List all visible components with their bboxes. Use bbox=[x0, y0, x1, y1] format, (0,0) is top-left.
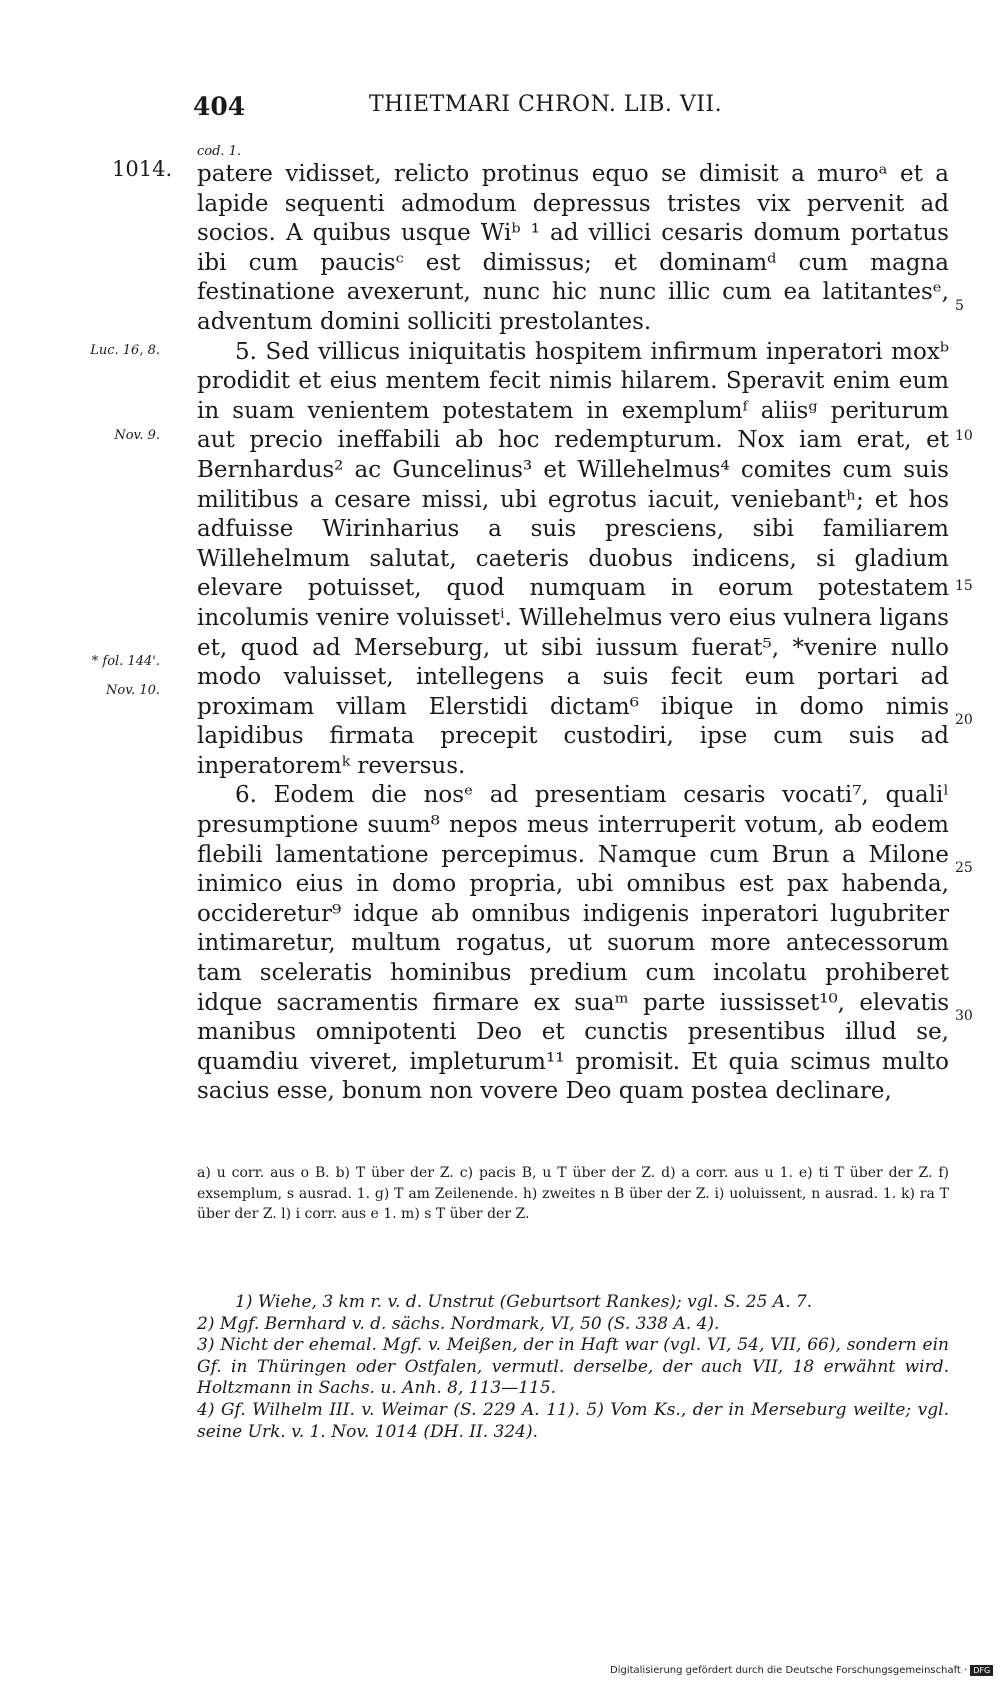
line-number: 30 bbox=[955, 1008, 973, 1024]
line-number: 20 bbox=[955, 712, 973, 728]
margin-date-nov10: Nov. 10. bbox=[106, 683, 160, 698]
dfg-logo: DFG bbox=[970, 1665, 993, 1676]
paragraph-5: 5. Sed villicus iniquitatis hospitem infirmum inperatori moxᵇ prodidit et eius mentem fecit nimis hilarem. Speravit enim eum in suam venientem potestatem in exemplumᶠ aliisᵍ periturum aut precio ineffabili ab hoc redempturum. Nox iam erat, et Bernhardus² ac Guncelinus³ et Willehelmus⁴ comites cum suis militibus a cesare missi, ubi egrotus iacuit, veniebantʰ; et hos adfuisse Wirinharius a suis presciens, sibi familiarem Willehelmum salutat, caeteris duobus indicens, si gladium elevare potuisset, quod numquam in eorum potestatem incolumis venire voluissetⁱ. Willehelmus vero eius vulnera ligans et, quod ad Merseburg, ut sibi iussum fuerat⁵, *venire nullo modo valuisset, intellegens a suis fecit eum portari ad proximam villam Elerstidi dictam⁶ ibique in domo nimis lapidibus firmata precepit custodiri, ipse cum suis ad inperatoremᵏ reversus. bbox=[197, 338, 949, 779]
line-number: 10 bbox=[955, 428, 973, 444]
commentary-notes bbox=[197, 1292, 949, 1443]
line-number: 15 bbox=[955, 578, 973, 594]
critical-apparatus: a) u corr. aus o B. b) T über der Z. c) pacis B, u T über der Z. d) a corr. aus u 1. e) ti T über der Z. f) exsemplum, s ausrad. 1. g) T am Zeilenende. h) zweites n B über der Z. i) uoluissent, n ausrad. 1. k) ra T über der Z. l) i corr. aus e 1. m) s T über der Z. bbox=[197, 1165, 949, 1222]
margin-date-nov9: Nov. 9. bbox=[114, 428, 160, 443]
running-title: THIETMARI CHRON. LIB. VII. bbox=[369, 92, 723, 117]
note-4-5: 4) Gf. Wilhelm III. v. Weimar (S. 229 A. 11). 5) Vom Ks., der in Merseburg weilte; vgl. seine Urk. v. 1. Nov. 1014 (DH. II. 324). bbox=[197, 1399, 949, 1442]
credit-text: Digitalisierung gefördert durch die Deutsche Forschungsgemeinschaft · bbox=[610, 1665, 968, 1676]
line-number: 5 bbox=[955, 298, 964, 314]
digitization-credit bbox=[610, 1665, 993, 1676]
note-3: 3) Nicht der ehemal. Mgf. v. Meißen, der in Haft war (vgl. VI, 54, VII, 66), sondern ein Gf. in Thüringen oder Ostfalen, vermutl. derselbe, der auch VII, 18 erwähnt wird. Holtzmann in Sachs. u. Anh. 8, 113—115. bbox=[197, 1335, 949, 1399]
note-1: 1) Wiehe, 3 km r. v. d. Unstrut (Geburtsort Rankes); vgl. S. 25 A. 7. bbox=[235, 1292, 813, 1312]
note-2: 2) Mgf. Bernhard v. d. sächs. Nordmark, VI, 50 (S. 338 A. 4). bbox=[197, 1313, 720, 1334]
paragraph-6: 6. Eodem die nosᵉ ad presentiam cesaris vocati⁷, qualiˡ presumptione suum⁸ nepos meus interruperit votum, ab eodem flebili lamentatione percepimus. Namque cum Brun a Milone inimico eius in domo propria, ubi omnibus est pax habenda, occideretur⁹ idque ab omnibus indigenis inperatori lugubriter intimaretur, multum rogatus, ut suorum more antecessorum tam sceleratis hominibus predium cum incolatu prohiberet idque sacramentis firmare ex suaᵐ parte iussisset¹⁰, elevatis manibus omnipotenti Deo et cunctis presentibus illud se, quamdiu viveret, impleturum¹¹ promisit. Et quia scimus multo sacius esse, bonum non vovere Deo quam postea declinare, bbox=[197, 782, 949, 1105]
page-number: 404 bbox=[193, 92, 246, 121]
margin-luc-reference: Luc. 16, 8. bbox=[90, 343, 160, 358]
page-header bbox=[193, 92, 953, 126]
margin-folio: * fol. 144'. bbox=[91, 654, 160, 669]
line-number: 25 bbox=[955, 860, 973, 876]
main-text bbox=[197, 160, 949, 1107]
year-marker: 1014. bbox=[112, 157, 173, 181]
codex-note: cod. 1. bbox=[197, 144, 242, 159]
paragraph-continuation: patere vidisset, relicto protinus equo se dimisit a muroᵃ et a lapide sequenti admodum depressus tristes vix pervenit ad socios. A quibus usque Wiᵇ ¹ ad villici cesaris domum portatus ibi cum paucisᶜ est dimissus; et dominamᵈ cum magna festinatione avexerunt, nunc hic nunc illic cum ea latitantesᵉ, adventum domini solliciti prestolantes. bbox=[197, 161, 949, 335]
